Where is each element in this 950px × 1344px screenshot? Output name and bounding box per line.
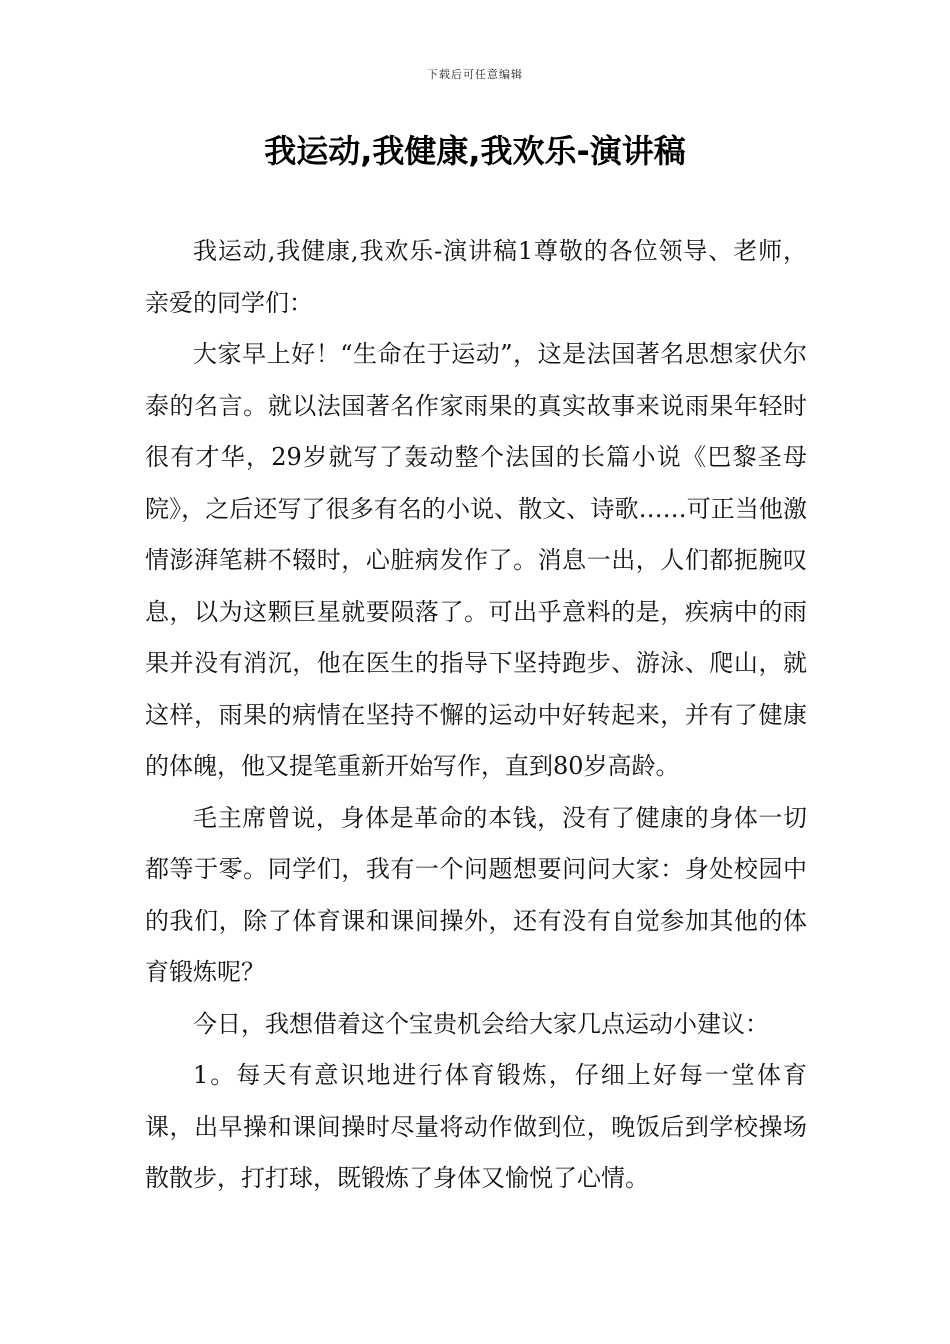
- paragraph: 大家早上好！“生命在于运动”，这是法国著名思想家伏尔泰的名言。就以法国著名作家雨果的真实故事来说雨果年轻时很有才华，29岁就写了轰动整个法国的长篇小说《巴黎圣母院》，之后还写了很多有名的小说、散文、诗歌……可正当他激情澎湃笔耕不辍时，心脏病发作了。消息一出，人们都扼腕叹息，以为这颗巨星就要陨落了。可出乎意料的是，疾病中的雨果并没有消沉，他在医生的指导下坚持跑步、游泳、爬山，就这样，雨果的病情在坚持不懈的运动中好转起来，并有了健康的体魄，他又提笔重新开始写作，直到80岁高龄。: [145, 340, 807, 780]
- document-body: [145, 226, 807, 1205]
- document-title: 我运动,我健康,我欢乐-演讲稿: [264, 132, 686, 170]
- paragraph: 1。每天有意识地进行体育锻炼，仔细上好每一堂体育课，出早操和课间操时尽量将动作做到位，晚饭后到学校操场散散步，打打球，既锻炼了身体又愉悦了心情。: [145, 1061, 807, 1192]
- header-note: 下载后可任意编辑: [427, 68, 523, 81]
- paragraph: 我运动,我健康,我欢乐-演讲稿1尊敬的各位领导、老师，亲爱的同学们：: [145, 237, 807, 317]
- paragraph: 今日，我想借着这个宝贵机会给大家几点运动小建议：: [193, 1009, 769, 1038]
- paragraph: 毛主席曾说，身体是革命的本钱，没有了健康的身体一切都等于零。同学们，我有一个问题想要问问大家：身处校园中的我们，除了体育课和课间操外，还有没有自觉参加其他的体育锻炼呢？: [145, 803, 807, 986]
